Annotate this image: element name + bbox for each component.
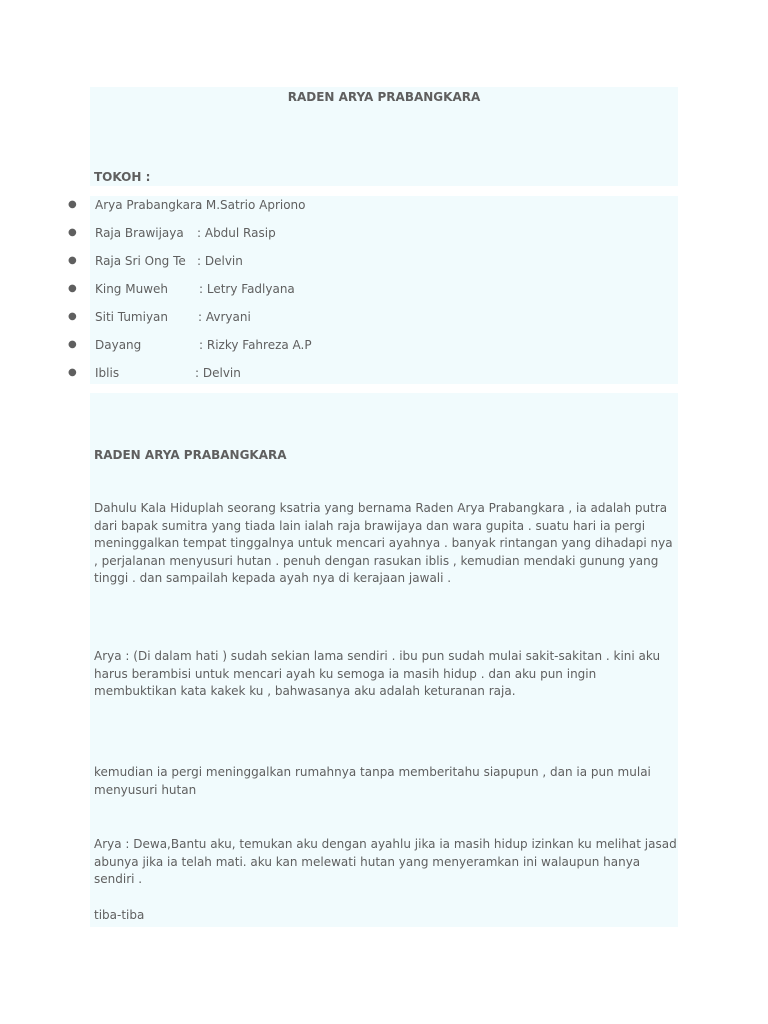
cast-item	[0, 224, 600, 242]
cast-item	[0, 308, 600, 326]
story-paragraph: tiba-tiba	[94, 908, 145, 922]
cast-item	[0, 336, 600, 354]
story-paragraph: Dahulu Kala Hiduplah seorang ksatria yang bernama Raden Arya Prabangkara , ia adalah putra dari bapak sumitra yang tiada lain ialah raja brawijaya dan wara gupita . suatu hari ia pergi meninggalkan tempat tinggalnya untuk mencari ayahnya . banyak rintangan yang dihadapi nya , perjalanan menyusuri hutan . penuh dengan rasukan iblis , kemudian mendaki gunung yang tinggi . dan sampailah kepada ayah nya di kerajaan jawali .	[94, 501, 673, 585]
cast-actor: : Rizky Fahreza A.P	[199, 338, 312, 352]
bullet-icon: ●	[68, 339, 77, 350]
bullet-icon: ●	[68, 255, 77, 266]
bullet-icon: ●	[68, 199, 77, 210]
cast-role: Dayang	[95, 338, 142, 352]
bullet-icon: ●	[68, 227, 77, 238]
cast-role: Raja Brawijaya	[95, 226, 184, 240]
document-title: RADEN ARYA PRABANGKARA	[287, 90, 481, 104]
cast-actor: : M.Satrio Apriono	[198, 198, 306, 212]
cast-role: Arya Prabangkara	[95, 198, 203, 212]
cast-role: Siti Tumiyan	[95, 310, 169, 324]
cast-heading: TOKOH :	[94, 170, 151, 184]
bullet-icon: ●	[68, 367, 77, 378]
cast-role: Iblis	[95, 366, 120, 380]
story-title: RADEN ARYA PRABANGKARA	[94, 448, 287, 462]
cast-item	[0, 280, 600, 298]
cast-item	[0, 196, 600, 214]
cast-role: King Muweh	[95, 282, 169, 296]
bullet-icon: ●	[68, 283, 77, 294]
story-paragraph: Arya : Dewa,Bantu aku, temukan aku dengan ayahlu jika ia masih hidup izinkan ku melihat jasad abunya jika ia telah mati. aku kan melewati hutan yang menyeramkan ini walaupun hanya sendiri .	[94, 837, 677, 886]
bullet-icon: ●	[68, 311, 77, 322]
cast-actor: : Abdul Rasip	[197, 226, 276, 240]
cast-actor: : Delvin	[197, 254, 243, 268]
cast-actor: : Avryani	[198, 310, 251, 324]
cast-item	[0, 364, 600, 382]
cast-actor: : Delvin	[195, 366, 241, 380]
cast-item	[0, 252, 600, 270]
cast-role: Raja Sri Ong Te	[95, 254, 186, 268]
story-paragraph: Arya : (Di dalam hati ) sudah sekian lama sendiri . ibu pun sudah mulai sakit-sakitan . kini aku harus berambisi untuk mencari ayah ku semoga ia masih hidup . dan aku pun ingin membuktikan kata kakek ku , bahwasanya aku adalah keturanan raja.	[94, 649, 661, 698]
story-paragraph: kemudian ia pergi meninggalkan rumahnya tanpa memberitahu siapupun , dan ia pun mulai menyusuri hutan	[94, 765, 651, 797]
cast-actor: : Letry Fadlyana	[199, 282, 295, 296]
